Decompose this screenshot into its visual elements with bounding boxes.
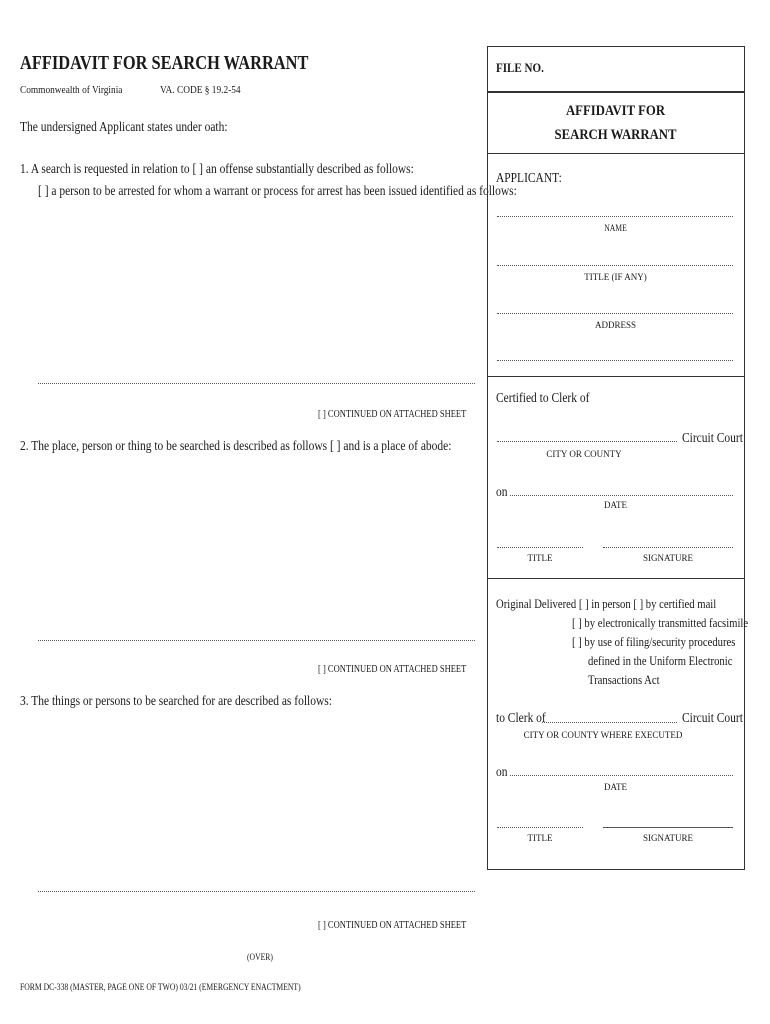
form-title: AFFIDAVIT FOR SEARCH WARRANT	[20, 52, 309, 74]
address-line[interactable]	[497, 313, 733, 314]
date-label: DATE	[604, 500, 627, 510]
item-2-continued-checkbox[interactable]: [ ] CONTINUED ON ATTACHED SHEET	[318, 664, 467, 675]
item-3-answer-line[interactable]	[38, 891, 475, 892]
right-panel	[487, 92, 749, 870]
certified-label: Certified to Clerk of	[496, 391, 590, 406]
item-1-line-2: [ ] a person to be arrested for whom a warrant or process for arrest has been issued identified as follows:	[38, 184, 517, 199]
title-if-any-line[interactable]	[497, 265, 733, 266]
intro-text: The undersigned Applicant states under oath:	[20, 120, 228, 135]
divider	[488, 153, 744, 154]
delivery-date-line[interactable]	[510, 775, 733, 776]
panel-heading: AFFIDAVIT FOR SEARCH WARRANT	[554, 103, 677, 143]
certified-date-line[interactable]	[510, 495, 733, 496]
certified-city-line[interactable]	[497, 441, 677, 442]
applicant-label: APPLICANT:	[496, 171, 562, 186]
to-clerk-label: to Clerk of	[496, 711, 546, 726]
item-1-continued-checkbox[interactable]: [ ] CONTINUED ON ATTACHED SHEET	[318, 409, 467, 420]
form-footer: FORM DC-338 (MASTER, PAGE ONE OF TWO) 03/21 (EMERGENCY ENACTMENT)	[20, 982, 301, 992]
date-label-2: DATE	[604, 782, 627, 792]
divider	[488, 376, 744, 377]
title-if-any-label: TITLE (IF ANY)	[584, 272, 647, 282]
file-no-label: FILE NO.	[496, 60, 544, 75]
circuit-court-label-2: Circuit Court	[682, 711, 743, 726]
certified-title-line[interactable]	[497, 547, 583, 548]
delivery-signature-line[interactable]	[603, 827, 733, 828]
name-label: NAME	[604, 223, 627, 233]
code-citation: VA. CODE § 19.2-54	[160, 84, 241, 96]
circuit-court-label: Circuit Court	[682, 431, 743, 446]
delivery-filing-option[interactable]: [ ] by use of filing/security procedures	[572, 634, 736, 649]
title-label: TITLE	[527, 553, 553, 563]
on-label: on	[496, 485, 508, 500]
delivery-title-line[interactable]	[497, 827, 583, 828]
certified-signature-line[interactable]	[603, 547, 733, 548]
signature-label-2: SIGNATURE	[642, 833, 693, 843]
executed-city-line[interactable]	[542, 722, 677, 723]
signature-label: SIGNATURE	[642, 553, 693, 563]
item-1-answer-line[interactable]	[38, 383, 475, 384]
delivery-filing-text-3: Transactions Act	[588, 672, 660, 687]
address-line-2[interactable]	[497, 360, 733, 361]
address-label: ADDRESS	[594, 320, 636, 330]
delivery-filing-text-2: defined in the Uniform Electronic	[588, 653, 733, 668]
item-1-line-1: 1. A search is requested in relation to [ ] an offense substantially described as follows:	[20, 162, 414, 177]
on-label-2: on	[496, 765, 508, 780]
divider	[488, 578, 744, 579]
item-3-text: 3. The things or persons to be searched for are described as follows:	[20, 694, 332, 709]
name-line[interactable]	[497, 216, 733, 217]
over-note: (OVER)	[247, 952, 273, 962]
jurisdiction: Commonwealth of Virginia	[20, 84, 123, 96]
file-no-box[interactable]	[487, 46, 745, 92]
city-executed-label: CITY OR COUNTY WHERE EXECUTED	[523, 730, 683, 740]
item-3-continued-checkbox[interactable]: [ ] CONTINUED ON ATTACHED SHEET	[318, 920, 467, 931]
item-2-answer-line[interactable]	[38, 640, 475, 641]
city-county-label: CITY OR COUNTY	[546, 449, 622, 459]
title-label-2: TITLE	[527, 833, 553, 843]
delivery-fax-option[interactable]: [ ] by electronically transmitted facsimile	[572, 615, 749, 630]
original-delivered[interactable]: Original Delivered [ ] in person [ ] by certified mail	[496, 596, 717, 611]
item-2-text: 2. The place, person or thing to be searched is described as follows [ ] and is a place of abode:	[20, 439, 452, 454]
